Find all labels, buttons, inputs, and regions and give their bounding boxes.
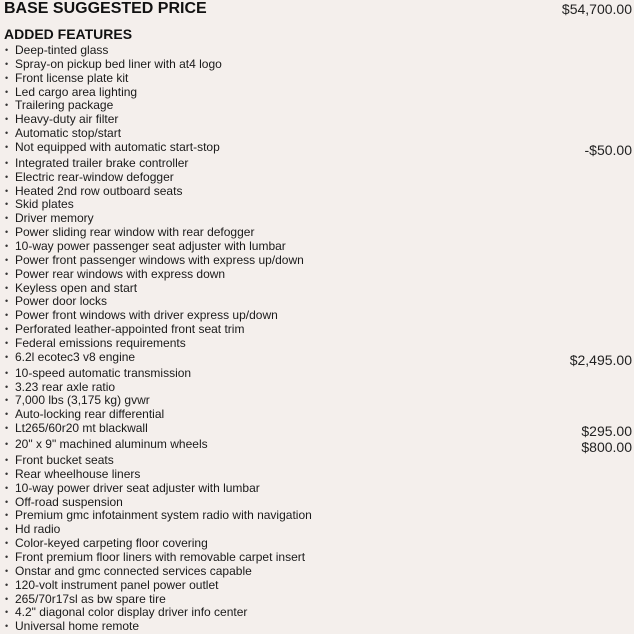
feature-item: [5, 171, 632, 185]
bullet-icon: •: [5, 240, 9, 251]
feature-price: $295.00: [581, 423, 632, 440]
feature-item: [5, 44, 632, 58]
feature-item: [5, 351, 632, 367]
bullet-icon: •: [5, 100, 9, 111]
bullet-icon: •: [5, 268, 9, 279]
feature-price: $2,495.00: [569, 351, 632, 368]
feature-label: 20" x 9" machined aluminum wheels: [15, 437, 208, 452]
bullet-icon: •: [5, 496, 9, 507]
feature-item: [5, 422, 632, 438]
feature-label: Integrated trailer brake controller: [15, 155, 189, 170]
feature-label: Automatic stop/start: [15, 126, 122, 141]
feature-item: [5, 58, 632, 72]
bullet-icon: •: [5, 324, 9, 335]
feature-item: [5, 381, 632, 395]
bullet-icon: •: [5, 185, 9, 196]
feature-label: 10-way power driver seat adjuster with lumbar: [15, 480, 260, 495]
feature-label: 265/70r17sl as bw spare tire: [15, 591, 166, 606]
bullet-icon: •: [5, 381, 9, 392]
bullet-icon: •: [5, 128, 9, 139]
base-price-value: $54,700.00: [561, 1, 632, 17]
bullet-icon: •: [5, 45, 9, 55]
feature-item: [5, 226, 632, 240]
feature-label: Universal home remote: [15, 619, 140, 634]
feature-label: 10-way power passenger seat adjuster with lumbar: [15, 238, 286, 253]
bullet-icon: •: [5, 524, 9, 535]
feature-label: Power front passenger windows with express up/down: [15, 252, 304, 267]
bullet-icon: •: [5, 510, 9, 521]
feature-label: Trailering package: [15, 98, 114, 113]
feature-list: [5, 44, 632, 634]
bullet-icon: •: [5, 141, 9, 152]
feature-label: 3.23 rear axle ratio: [15, 379, 116, 394]
bullet-icon: •: [5, 213, 9, 224]
feature-label: Off-road suspension: [15, 494, 123, 509]
feature-label: Led cargo area lighting: [15, 84, 138, 99]
feature-label: Spray-on pickup bed liner with at4 logo: [15, 56, 222, 71]
feature-label: Front premium floor liners with removable carpet insert: [15, 550, 306, 564]
feature-item: [5, 593, 632, 607]
bullet-icon: •: [5, 579, 9, 590]
bullet-icon: •: [5, 337, 9, 348]
bullet-icon: •: [5, 621, 9, 632]
feature-price: -$50.00: [584, 141, 632, 158]
bullet-icon: •: [5, 395, 9, 406]
feature-item: [5, 72, 632, 86]
feature-label: Premium gmc infotainment system radio with navigation: [15, 508, 312, 523]
feature-label: Color-keyed carpeting floor covering: [15, 536, 208, 551]
feature-item: [5, 509, 632, 523]
feature-label: Front license plate kit: [15, 70, 129, 85]
feature-item: [5, 212, 632, 226]
bullet-icon: •: [5, 607, 9, 618]
base-price-row: [4, 0, 632, 18]
bullet-icon: •: [5, 227, 9, 238]
feature-label: Perforated leather-appointed front seat trim: [15, 322, 245, 337]
feature-label: Lt265/60r20 mt blackwall: [15, 421, 148, 436]
feature-label: Not equipped with automatic start-stop: [15, 139, 220, 154]
feature-item: [5, 565, 632, 579]
feature-item: [5, 394, 632, 408]
bullet-icon: •: [5, 157, 9, 168]
feature-item: [5, 198, 632, 212]
feature-item: [5, 240, 632, 254]
bullet-icon: •: [5, 423, 9, 434]
feature-label: Driver memory: [15, 211, 94, 226]
bullet-icon: •: [5, 58, 9, 69]
feature-item: [5, 337, 632, 351]
feature-label: 7,000 lbs (3,175 kg) gvwr: [15, 393, 150, 408]
bullet-icon: •: [5, 552, 9, 562]
feature-item: [5, 185, 632, 199]
feature-label: 4.2" diagonal color display driver info center: [15, 605, 248, 620]
bullet-icon: •: [5, 538, 9, 549]
feature-item: [5, 268, 632, 282]
feature-label: Federal emissions requirements: [15, 335, 186, 350]
feature-label: Power front windows with driver express up/down: [15, 308, 278, 323]
feature-item: [5, 367, 632, 381]
bullet-icon: •: [5, 351, 9, 362]
feature-item: [5, 482, 632, 496]
bullet-icon: •: [5, 439, 9, 450]
base-price-title: BASE SUGGESTED PRICE: [4, 0, 207, 17]
bullet-icon: •: [5, 72, 9, 83]
feature-label: Rear wheelhouse liners: [15, 466, 141, 481]
bullet-icon: •: [5, 282, 9, 293]
bullet-icon: •: [5, 199, 9, 210]
bullet-icon: •: [5, 565, 9, 576]
feature-label: Power rear windows with express down: [15, 266, 226, 281]
bullet-icon: •: [5, 482, 9, 493]
bullet-icon: •: [5, 114, 9, 125]
bullet-icon: •: [5, 409, 9, 420]
feature-label: Skid plates: [15, 197, 74, 212]
feature-item: [5, 157, 632, 171]
feature-item: [5, 454, 632, 468]
feature-item: [5, 295, 632, 309]
feature-item: [5, 282, 632, 296]
feature-item: [5, 113, 632, 127]
bullet-icon: •: [5, 468, 9, 479]
feature-item: [5, 606, 632, 620]
feature-label: Onstar and gmc connected services capable: [15, 563, 252, 578]
feature-item: [5, 579, 632, 593]
feature-item: [5, 496, 632, 510]
feature-label: Heated 2nd row outboard seats: [15, 183, 183, 198]
bullet-icon: •: [5, 254, 9, 265]
bullet-icon: •: [5, 296, 9, 307]
feature-item: [5, 309, 632, 323]
feature-item: [5, 551, 632, 565]
feature-label: Power sliding rear window with rear defogger: [15, 225, 255, 240]
bullet-icon: •: [5, 455, 9, 466]
feature-item: [5, 86, 632, 100]
feature-item: [5, 127, 632, 141]
feature-label: Power door locks: [15, 294, 108, 309]
added-features-title: ADDED FEATURES: [4, 26, 133, 42]
feature-label: Electric rear-window defogger: [15, 169, 174, 184]
feature-item: [5, 141, 632, 157]
feature-price: $800.00: [581, 439, 632, 456]
feature-item: [5, 537, 632, 551]
feature-item: [5, 438, 632, 454]
bullet-icon: •: [5, 86, 9, 97]
bullet-icon: •: [5, 171, 9, 182]
feature-label: Auto-locking rear differential: [15, 407, 165, 422]
bullet-icon: •: [5, 310, 9, 321]
feature-label: 6.2l ecotec3 v8 engine: [15, 349, 136, 364]
feature-item: [5, 254, 632, 268]
feature-item: [5, 323, 632, 337]
feature-item: [5, 523, 632, 537]
feature-label: Deep-tinted glass: [15, 43, 109, 57]
feature-label: Front bucket seats: [15, 453, 114, 468]
feature-item: [5, 408, 632, 422]
feature-item: [5, 468, 632, 482]
feature-label: Heavy-duty air filter: [15, 112, 119, 127]
bullet-icon: •: [5, 367, 9, 378]
feature-label: Hd radio: [15, 522, 61, 537]
feature-item: [5, 99, 632, 113]
feature-label: Keyless open and start: [15, 280, 138, 295]
bullet-icon: •: [5, 593, 9, 604]
feature-label: 120-volt instrument panel power outlet: [15, 577, 219, 592]
feature-label: 10-speed automatic transmission: [15, 365, 192, 380]
